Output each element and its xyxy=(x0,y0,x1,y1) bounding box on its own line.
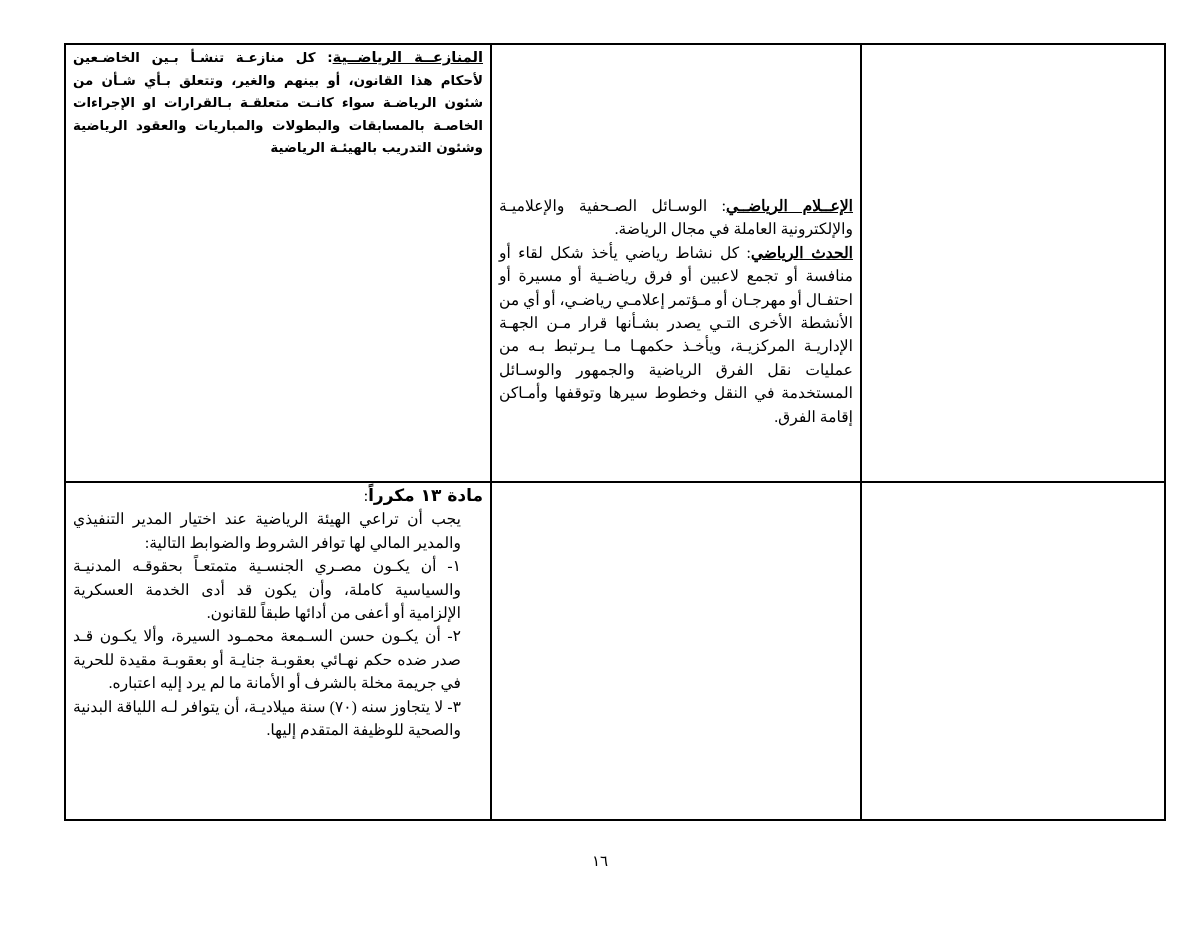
dispute-term: المنازعــة الرياضــية xyxy=(332,49,484,66)
cell-empty-middle xyxy=(491,482,861,820)
event-text: : كل نشاط رياضي يأخذ شكل لقاء أو منافسة أو تجمع لاعبين أو فرق رياضـية أو مسيرة أو احتفـال أو مهرجـان أو مـؤتمر إعلامـي رياضـي، أو أي من الأنشطة الأخرى التـي يصدر بشـأنها قرار مـن الجهـة الإداريـة المركزيـة، ويأخـذ حكمهـا مـا يـرتبط بـه من عمليات نقل الفرق الرياضية والجمهور والوسـائل المستخدمة في النقل وخطوط سيرها وتوقفها وأمـاكن إقامة الفرق. xyxy=(499,244,853,426)
article-intro: يجب أن تراعي الهيئة الرياضية عند اختيار المدير التنفيذي والمدير المالي لها توافر الشروط والضوابط التالية: xyxy=(73,511,461,552)
media-definition xyxy=(499,195,853,242)
cell-dispute-definition xyxy=(65,44,491,482)
dispute-text: : كل منازعـة تنشـأ بـين الخاضـعين لأحكام هذا القانون، أو بينهم والغير، وتتعلق بـأي شـأن من شئون الرياضـة سواء كانـت متعلقـة بـالقرارات او الإجراءات الخاصـة بالمسابقات والبطولات والمباريات والعقود الرياضية وشئون التدريب بالهيئـة الرياضية xyxy=(73,51,483,157)
article-title: مادة ١٣ مكرراً xyxy=(368,486,483,506)
condition-1: ١- أن يكـون مصـري الجنسـية متمتعـاً بحقوقـه المدنيـة والسياسية كاملة، وأن يكون قد أدى الخدمة العسكرية الإلزامية أو أعفى من أدائها طبقاً للقانون. xyxy=(73,558,461,623)
dispute-definition xyxy=(73,47,483,161)
article-heading xyxy=(73,485,483,508)
media-text: : الوسـائل الصـحفية والإعلاميـة والإلكترونية العاملة في مجال الرياضة. xyxy=(499,198,853,239)
table-row xyxy=(65,44,1165,482)
article-colon: : xyxy=(363,488,369,505)
condition-3: ٣- لا يتجاوز سنه (٧٠) سنة ميلاديـة، أن يتوافر لـه اللياقة البدنية والصحية للوظيفة المتقدم إليها. xyxy=(73,698,462,740)
table-row xyxy=(65,482,1165,820)
event-definition xyxy=(499,242,853,429)
cell-media-event-definitions xyxy=(491,44,861,482)
media-term: الإعــلام الرياضــي xyxy=(726,198,853,215)
document-table xyxy=(64,43,1166,821)
cell-empty-bottom xyxy=(861,482,1165,820)
page-number: ١٦ xyxy=(591,854,609,870)
condition-2: ٢- أن يكـون حسن السـمعة محمـود السيرة، وألا يكـون قـد صدر ضده حكم نهـائي بعقوبـة جنايـة أو بعقوبـة مقيدة للحرية في جريمة مخلة بالشرف أو الأمانة ما لم يرد إليه اعتباره. xyxy=(73,628,461,693)
event-term: الحدث الرياضي xyxy=(750,244,853,262)
cell-article-13-bis xyxy=(65,482,491,820)
cell-empty-top xyxy=(861,44,1165,482)
